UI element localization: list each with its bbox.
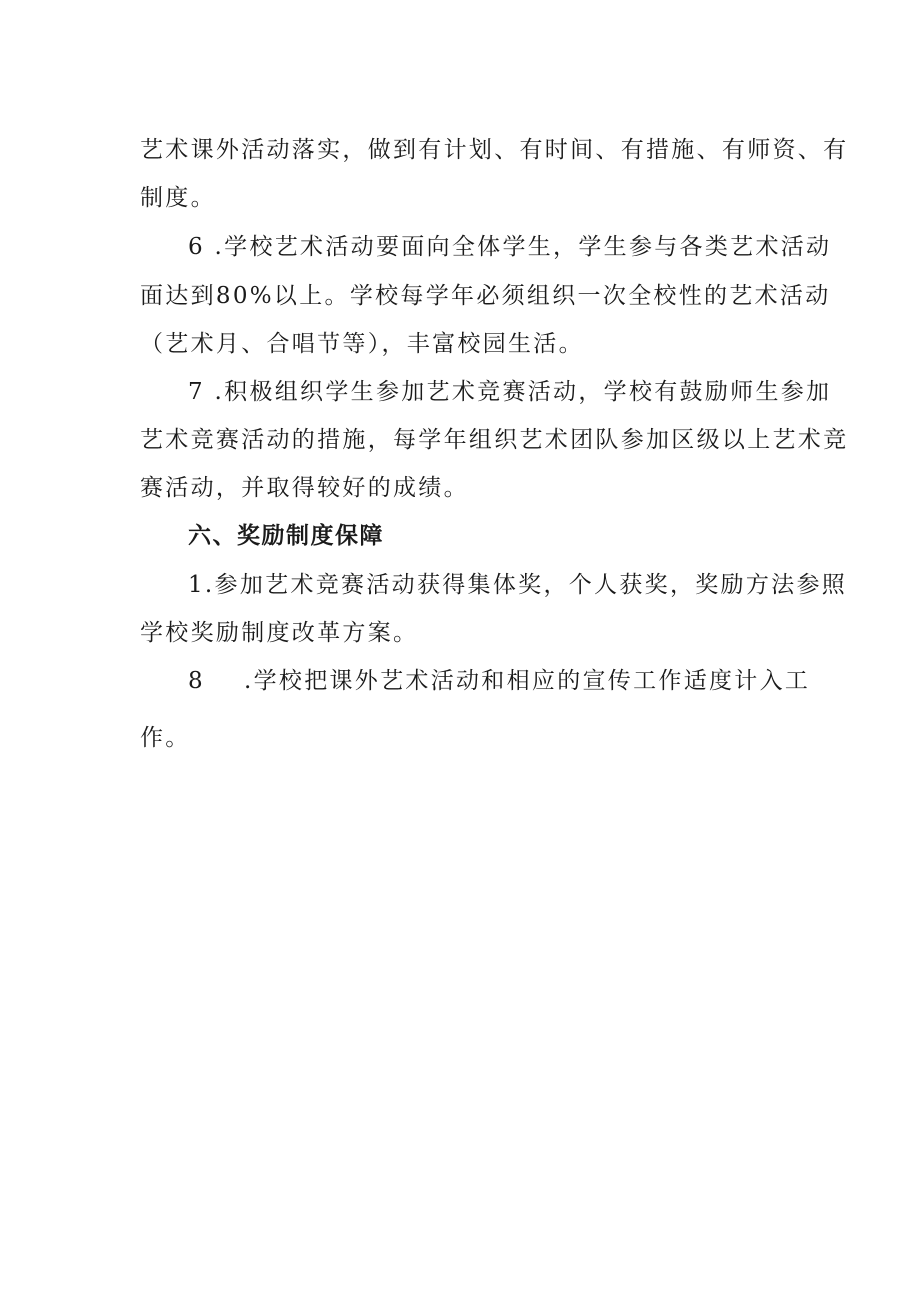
item-7-line: 艺术竞赛活动的措施，每学年组织艺术团队参加区级以上艺术竞 [140,427,849,453]
item-6-line: 面达到80%以上。学校每学年必须组织一次全校性的艺术活动 [140,283,831,309]
reward-item-8-line [188,666,811,696]
section-heading: 六、奖励制度保障 [188,523,384,549]
item-text: .学校把课外艺术活动和相应的宣传工作适度计入工 [244,668,811,694]
item-6-line: 6 .学校艺术活动要面向全体学生，学生参与各类艺术活动 [188,234,832,260]
reward-item-8-line: 作。 [140,725,191,751]
item-7-line: 赛活动，并取得较好的成绩。 [140,475,469,501]
item-7-line: 7 .积极组织学生参加艺术竞赛活动，学校有鼓励师生参加 [188,379,832,405]
reward-item-1-line: 学校奖励制度改革方案。 [140,620,419,646]
paragraph-line: 制度。 [140,185,216,211]
item-6-line: （艺术月、合唱节等），丰富校园生活。 [140,331,584,357]
paragraph-line: 艺术课外活动落实，做到有计划、有时间、有措施、有师资、有 [140,137,849,163]
reward-item-1-line: 1.参加艺术竞赛活动获得集体奖，个人获奖，奖励方法参照 [188,572,848,598]
item-number: 8 [188,668,203,694]
